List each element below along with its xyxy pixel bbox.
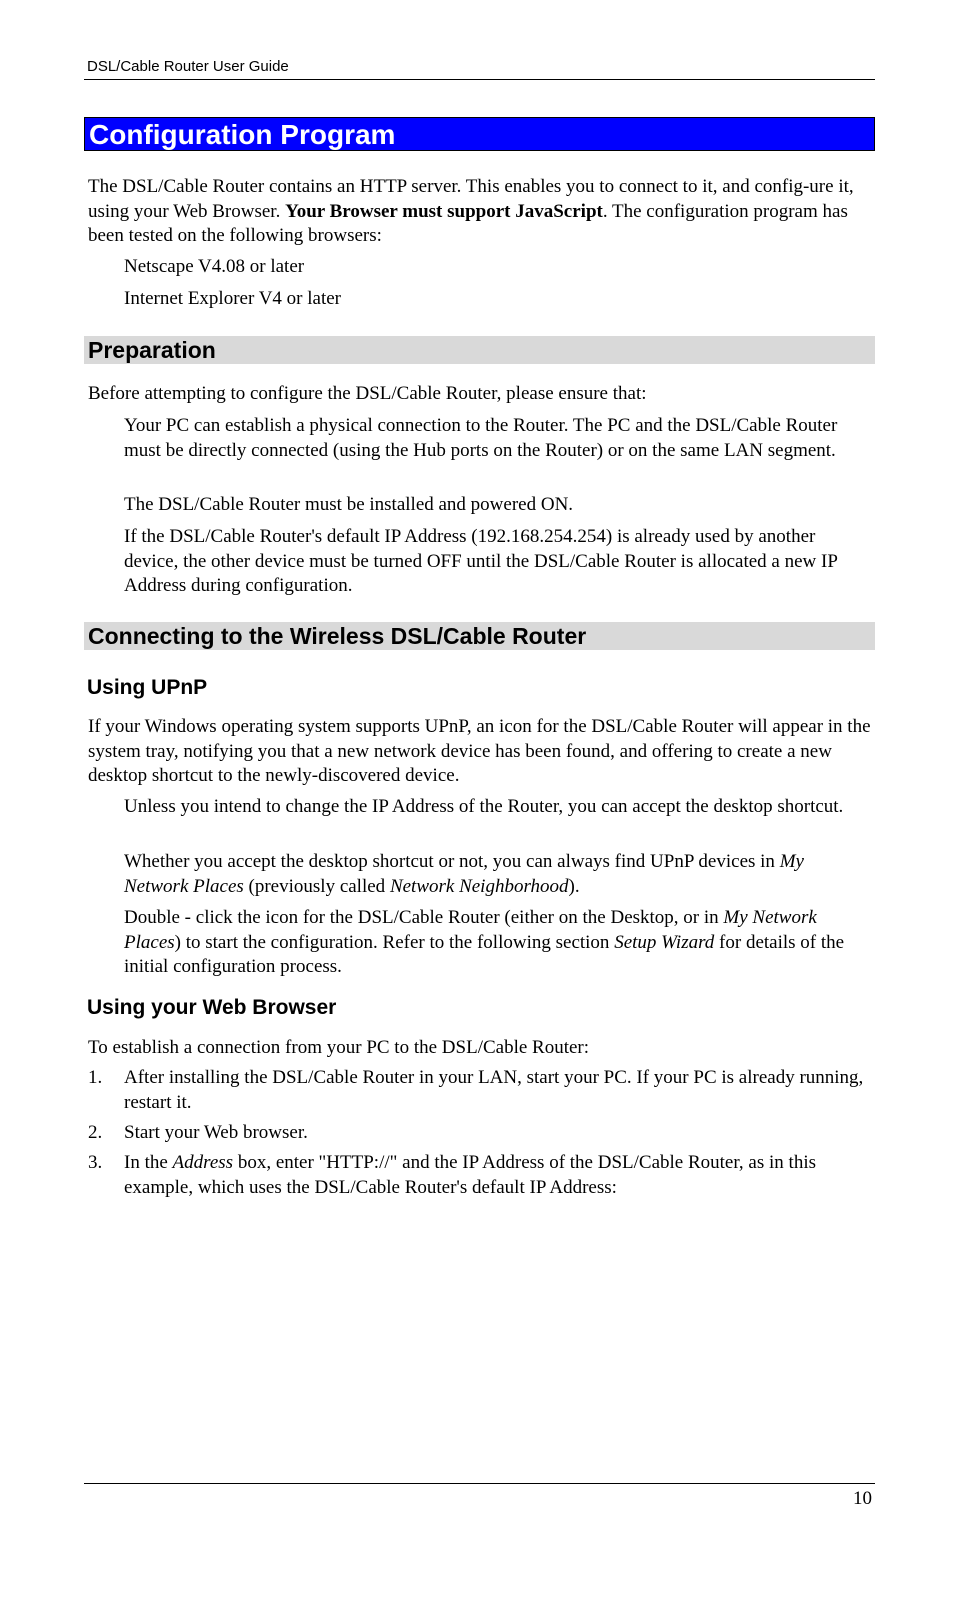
- upnp-item-2-italic-1: My Network Places: [124, 851, 804, 897]
- step-3-text-b: box, enter "HTTP://" and the IP Address of the DSL/Cable Router, as in this example, which uses the DSL/Cable Router's default IP Address:: [124, 1152, 816, 1198]
- upnp-item-2-text-a: Whether you accept the desktop shortcut or not, you can always find UPnP devices in: [124, 851, 780, 872]
- preparation-item-1: Your PC can establish a physical connection to the Router. The PC and the DSL/Cable Router must be directly connected (using the Hub ports on the Router) or on the same LAN segment.: [124, 415, 838, 461]
- step-2-text: Start your Web browser.: [124, 1122, 308, 1143]
- upnp-item-3: [124, 906, 873, 980]
- browser-item-ie: Internet Explorer V4 or later: [124, 288, 342, 309]
- preparation-item-3: If the DSL/Cable Router's default IP Address (192.168.254.254) is already used by another device, the other device must be turned OFF until the DSL/Cable Router is allocated a new IP Address during configuration.: [124, 526, 838, 596]
- section-bar-connecting: [84, 622, 875, 650]
- intro-text-a: The DSL/Cable Router contains an HTTP server. This enables you to connect to it, and config-ure it, using your Web Browser.: [88, 176, 854, 222]
- chapter-title: Configuration Program: [89, 119, 396, 150]
- upnp-item-2-text-c: ).: [568, 875, 580, 897]
- upnp-item-2-text-b: (previously called: [243, 875, 390, 897]
- step-3-text-a: In the: [124, 1152, 173, 1173]
- section-heading-preparation: Preparation: [88, 337, 216, 363]
- upnp-item-3-text-c: for details of the initial configuration process.: [124, 931, 845, 977]
- preparation-lead: Before attempting to configure the DSL/Cable Router, please ensure that:: [88, 383, 647, 404]
- subheading-web-browser: Using your Web Browser: [87, 996, 337, 1019]
- section-bar-preparation: [84, 336, 875, 364]
- intro-bold-text: Your Browser must support JavaScript: [285, 200, 603, 222]
- intro-paragraph: [88, 175, 873, 249]
- step-2-number: 2.: [88, 1122, 103, 1143]
- footer-rule: [84, 1483, 875, 1484]
- upnp-item-3-text-a: Double - click the icon for the DSL/Cable Router (either on the Desktop, or in: [124, 907, 724, 928]
- running-header: DSL/Cable Router User Guide: [87, 58, 289, 75]
- browser-item-netscape: Netscape V4.08 or later: [124, 256, 305, 277]
- upnp-item-3-italic-2: Setup Wizard: [614, 931, 715, 953]
- upnp-item-2-italic-2: Network Neighborhood: [389, 875, 569, 897]
- preparation-item-2: The DSL/Cable Router must be installed and powered ON.: [124, 494, 574, 515]
- step-1-text: After installing the DSL/Cable Router in your LAN, start your PC. If your PC is already running, restart it.: [124, 1067, 864, 1113]
- upnp-item-1: Unless you intend to change the IP Address of the Router, you can accept the desktop shortcut.: [124, 796, 844, 817]
- step-1-number: 1.: [88, 1067, 103, 1088]
- section-heading-connecting: Connecting to the Wireless DSL/Cable Router: [88, 623, 587, 649]
- chapter-title-bar: [84, 117, 875, 151]
- subheading-upnp: Using UPnP: [87, 676, 208, 699]
- step-3-italic: Address: [172, 1152, 234, 1173]
- upnp-item-3-text-b: ) to start the configuration. Refer to the following section: [174, 931, 615, 953]
- upnp-item-2: [124, 850, 873, 899]
- step-3-text: [124, 1151, 873, 1200]
- web-browser-lead: To establish a connection from your PC to the DSL/Cable Router:: [88, 1037, 590, 1058]
- intro-text-b: . The configuration program has been tested on the following browsers:: [88, 200, 848, 246]
- header-rule: [84, 79, 875, 80]
- upnp-lead: If your Windows operating system supports UPnP, an icon for the DSL/Cable Router will appear in the system tray, notifying you that a new network device has been found, and offering to create a new desktop shortcut to the newly-discovered device.: [88, 716, 871, 786]
- upnp-item-3-italic-1: My Network Places: [124, 907, 817, 953]
- step-3-number: 3.: [88, 1152, 103, 1173]
- page-number: 10: [853, 1488, 872, 1509]
